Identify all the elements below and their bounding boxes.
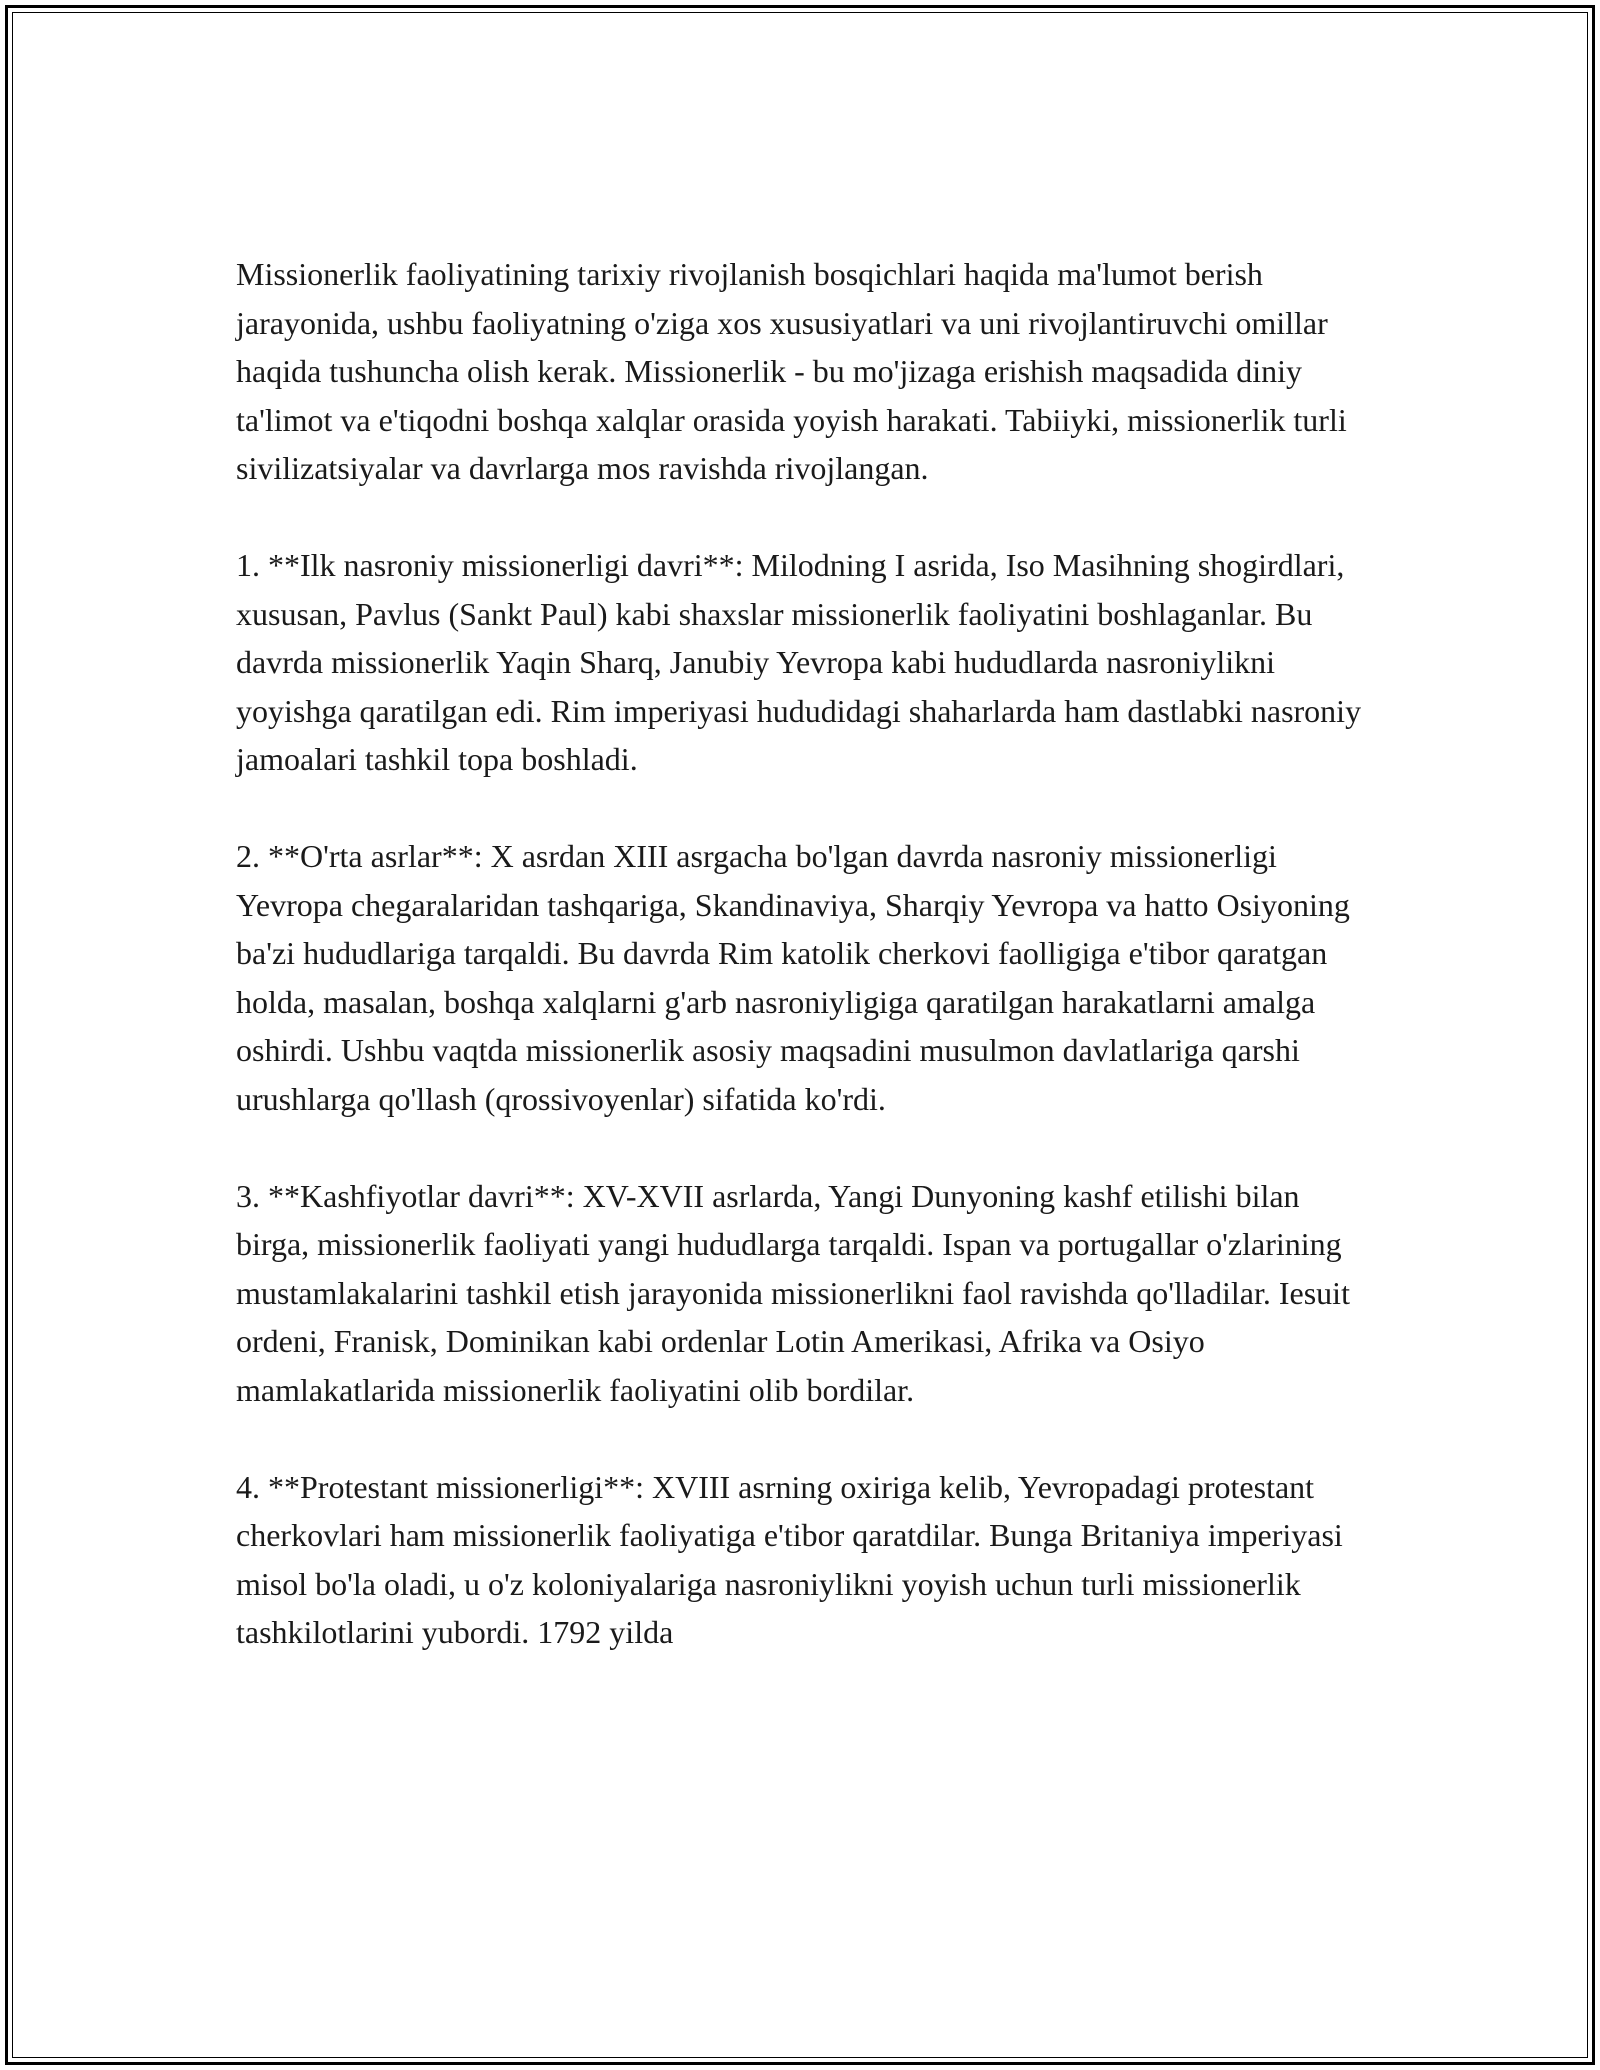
section-3-paragraph: 3. **Kashfiyotlar davri**: XV-XVII asrlarda, Yangi Dunyoning kashf etilishi bilan birga, missionerlik faoliyati yangi hududlarga tarqaldi. Ispan va portugallar o'zlarining mustamlakalarini tashkil etish jarayonida missionerlikni faol ravishda qo'lladilar. Iesuit ordeni, Franisk, Dominikan kabi ordenlar Lotin Amerikasi, Afrika va Osiyo mamlakatlarida missionerlik faoliyatini olib bordilar. [236,1177,1350,1408]
section-1-paragraph: 1. **Ilk nasroniy missionerligi davri**: Milodning I asrida, Iso Masihning shogirdlari, xususan, Pavlus (Sankt Paul) kabi shaxslar missionerlik faoliyatini boshlaganlar. Bu davrda missionerlik Yaqin Sharq, Janubiy Yevropa kabi hududlarda nasroniylikni yoyishga qaratilgan edi. Rim imperiyasi hududidagi shaharlarda ham dastlabki nasroniy jamoalari tashkil topa boshladi. [236,547,1362,777]
section-4-paragraph: 4. **Protestant missionerligi**: XVIII asrning oxiriga kelib, Yevropadagi protestant cherkovlari ham missionerlik faoliyatiga e'tibor qaratdilar. Bunga Britaniya imperiyasi misol bo'la oladi, u o'z koloniyalariga nasroniylikni yoyish uchun turli missionerlik tashkilotlarini yubordi. 1792 yilda [236,1468,1343,1650]
intro-paragraph: Missionerlik faoliyatining tarixiy rivojlanish bosqichlari haqida ma'lumot berish jarayonida, ushbu faoliyatning o'ziga xos xususiyatlari va uni rivojlantiruvchi omillar haqida tushuncha olish kerak. Missionerlik - bu mo'jizaga erishish maqsadida diniy ta'limot va e'tiqodni boshqa xalqlar orasida yoyish harakati. Tabiiyki, missionerlik turli sivilizatsiyalar va davrlarga mos ravishda rivojlangan. [236,256,1347,486]
document-body [236,250,1370,1705]
section-2-paragraph: 2. **O'rta asrlar**: X asrdan XIII asrgacha bo'lgan davrda nasroniy missionerligi Yevropa chegaralaridan tashqariga, Skandinaviya, Sharqiy Yevropa va hatto Osiyoning ba'zi hududlariga tarqaldi. Bu davrda Rim katolik cherkovi faolligiga e'tibor qaratgan holda, masalan, boshqa xalqlarni g'arb nasroniyligiga qaratilgan harakatlarni amalga oshirdi. Ushbu vaqtda missionerlik asosiy maqsadini musulmon davlatlariga qarshi urushlarga qo'llash (qrossivoyenlar) sifatida ko'rdi. [236,838,1350,1117]
